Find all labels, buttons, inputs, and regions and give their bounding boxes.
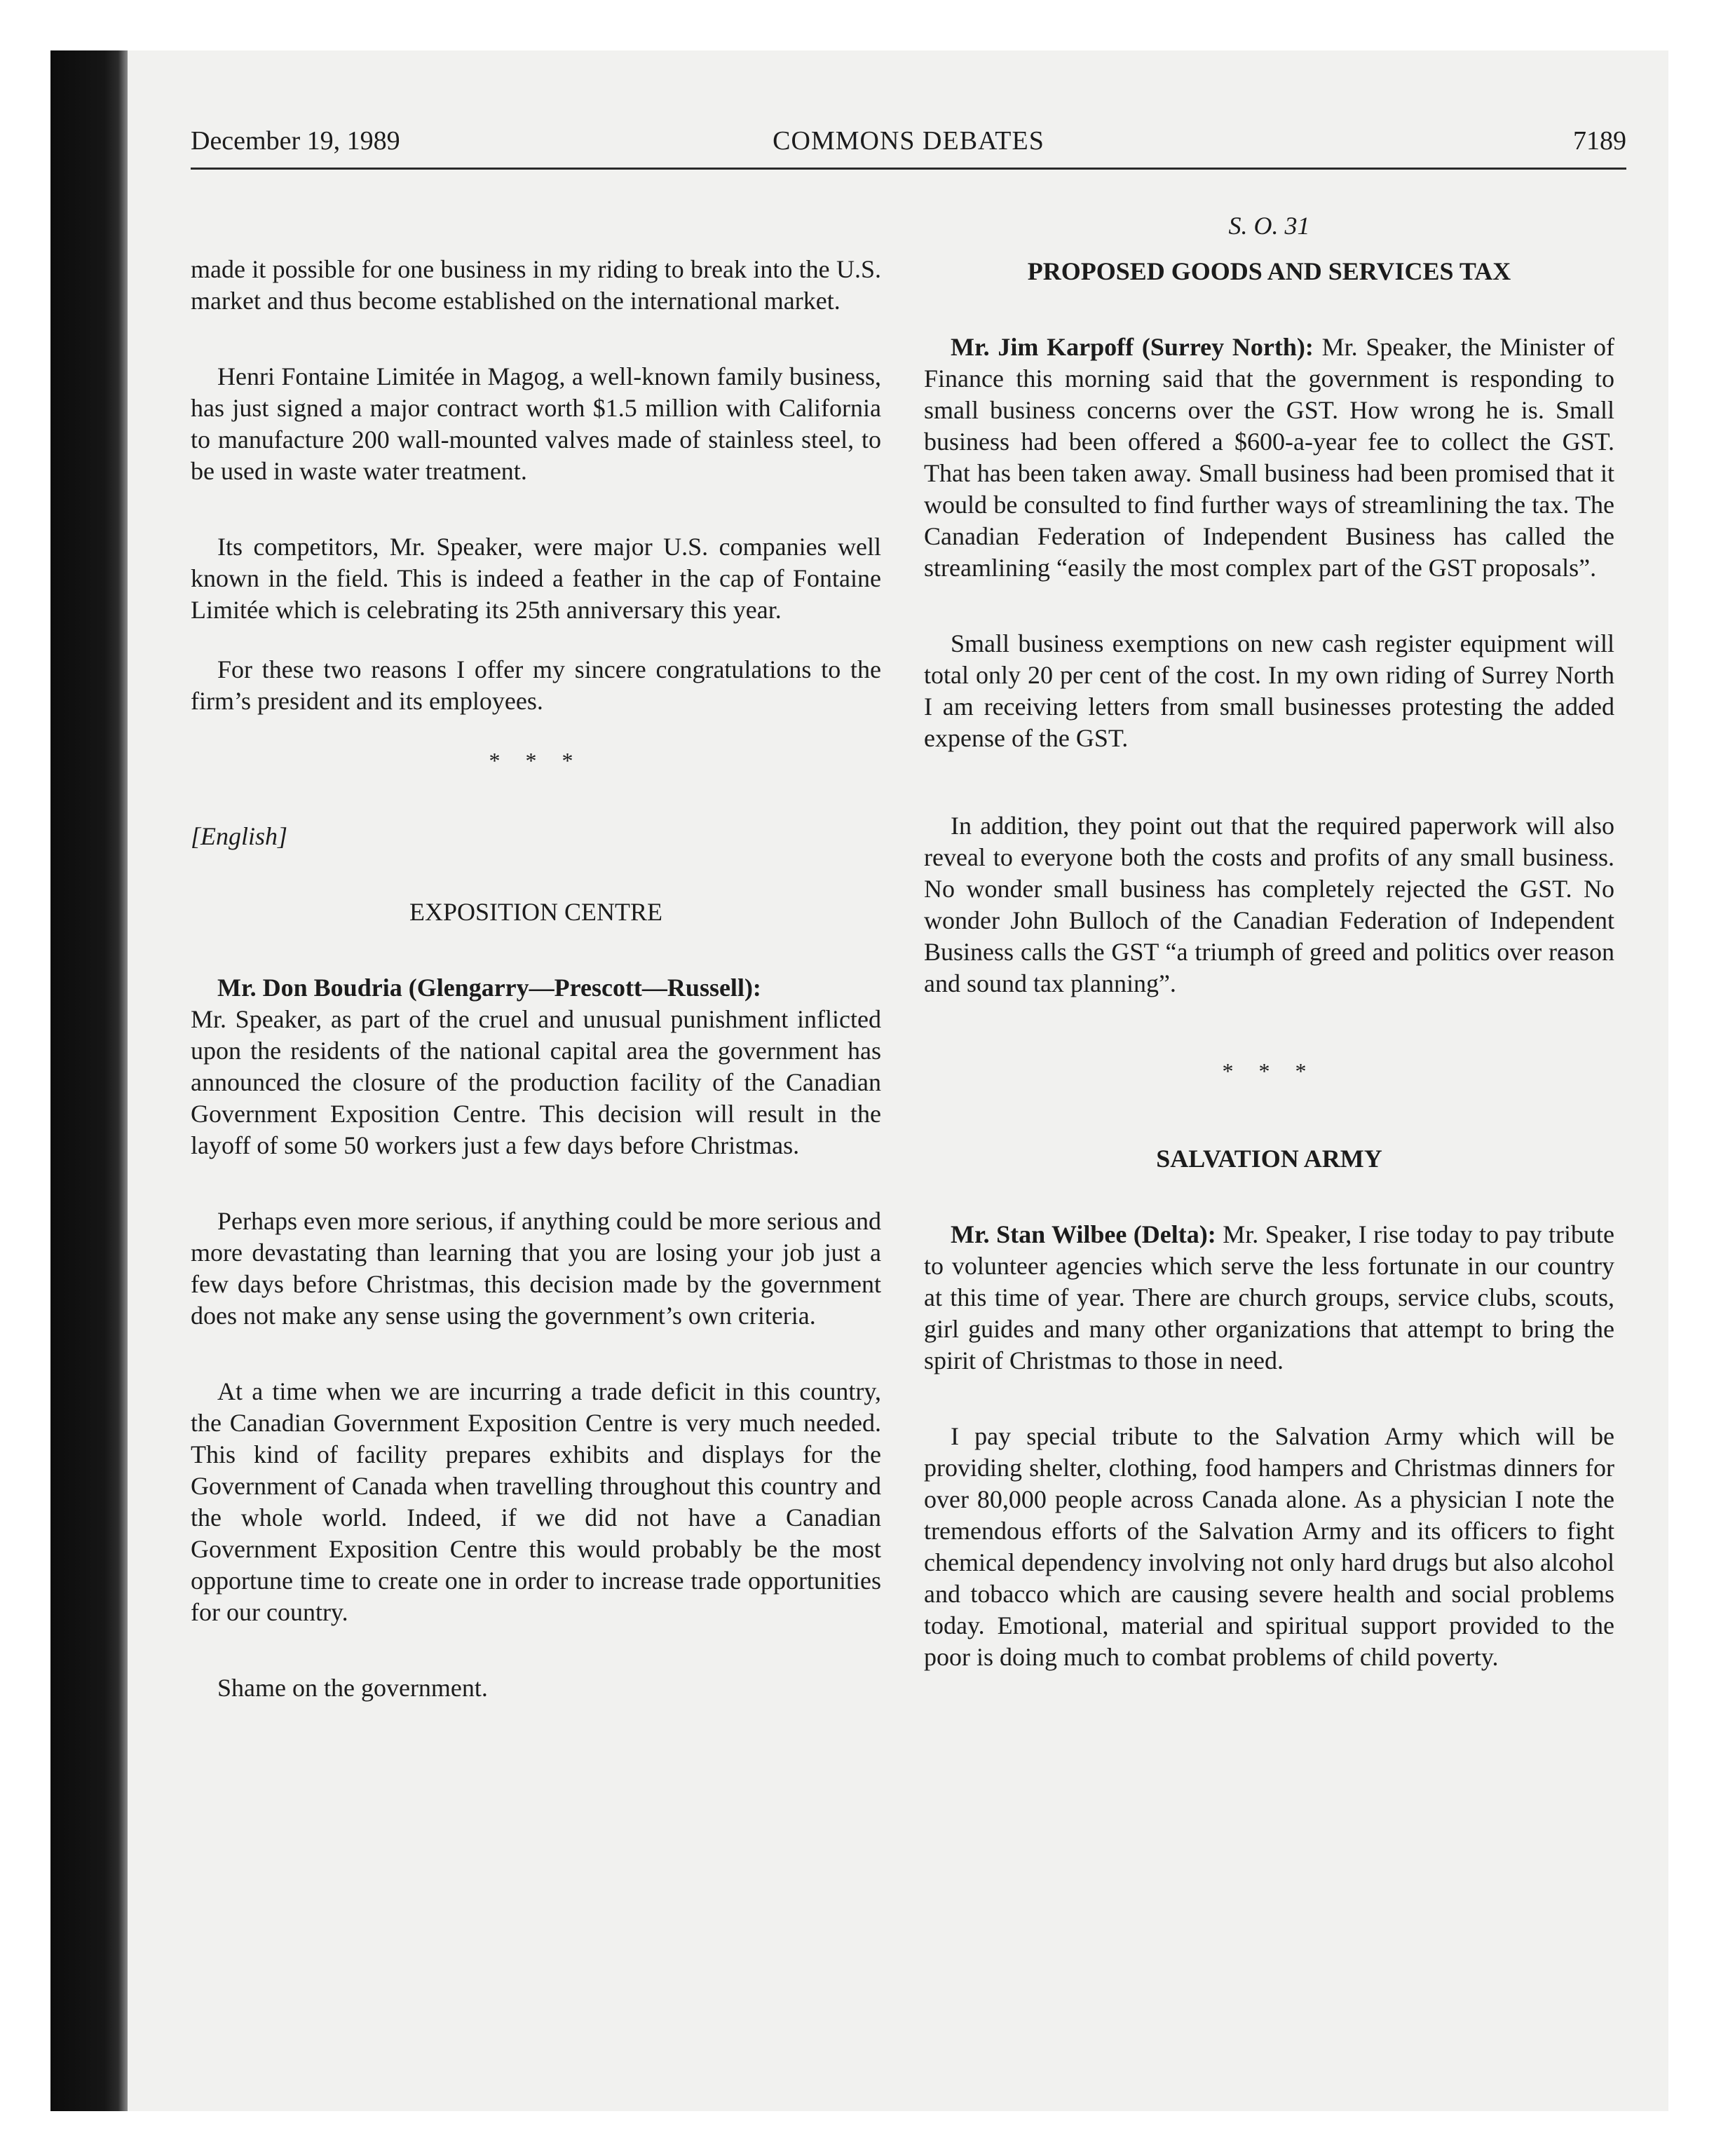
right-column <box>924 210 1614 1673</box>
section-heading: SALVATION ARMY <box>1156 1145 1382 1173</box>
paragraph: Shame on the government. <box>217 1674 488 1702</box>
paragraph: For these two reasons I offer my sincere congratulations to the firm’s president and its employees. <box>191 655 881 715</box>
paragraph: In addition, they point out that the required paperwork will also reveal to everyone both the costs and profits of any small business. No wonder small business has completely rejected the GST. No wonder John Bulloch of the Canadian Federation of Independent Business calls the GST “a triumph of greed and politics over reason and sound tax planning”. <box>924 812 1614 997</box>
paragraph <box>924 1219 1614 1377</box>
paragraph: Henri Fontaine Limitée in Magog, a well-known family business, has just signed a major contract worth $1.5 million with California to manufacture 200 wall-mounted valves made of stainless steel, to be used in waste water treatment. <box>191 362 881 485</box>
paragraph-text: Mr. Speaker, I rise today to pay tribute to volunteer agencies which serve the less fortunate in our country at this time of year. There are church groups, service clubs, scouts, girl guides and many other organizations that attempt to bring the spirit of Christmas to those in need. <box>924 1220 1615 1374</box>
section-heading: PROPOSED GOODS AND SERVICES TAX <box>1027 257 1511 285</box>
paragraph: Small business exemptions on new cash register equipment will total only 20 per cent of the cost. In my own riding of Surrey North I am receiving letters from small businesses protesting the added expense of the GST. <box>924 629 1614 752</box>
speaker-line <box>191 972 881 1004</box>
speaker-name: Mr. Stan Wilbee (Delta): <box>951 1220 1216 1248</box>
page-header <box>191 125 1626 167</box>
language-marker: [English] <box>191 822 288 850</box>
page-number: 7189 <box>1573 126 1626 156</box>
left-column <box>191 254 881 1704</box>
standing-order-label: S. O. 31 <box>1228 212 1310 240</box>
speaker-name: Mr. Don Boudria (Glengarry—Prescott—Russell): <box>217 974 761 1002</box>
paragraph: Its competitors, Mr. Speaker, were major U.S. companies well known in the field. This is indeed a feather in the cap of Fontaine Limitée which is celebrating its 25th anniversary this year. <box>191 533 881 624</box>
header-date: December 19, 1989 <box>191 126 400 156</box>
paragraph: Perhaps even more serious, if anything could be more serious and more devastating than learning that you are losing your job just a few days before Christmas, this decision made by the government does not make any sense using the government’s own criteria. <box>191 1207 881 1330</box>
paragraph <box>924 332 1614 584</box>
paragraph-text: Mr. Speaker, the Minister of Finance this morning said that the government is responding to small business concerns over the GST. How wrong he is. Small business had been offered a $600-a-year fee to collect the GST. That has been taken away. Small business had been promised that it would be consulted to find further ways of streamlining the tax. The Canadian Federation of Independent Business has called the streamlining “easily the most complex part of the GST proposals”. <box>924 333 1614 582</box>
paragraph: I pay special tribute to the Salvation Army which will be providing shelter, clothing, food hampers and Christmas dinners for over 80,000 people across Canada alone. As a physician I note the tremendous efforts of the Salvation Army and its officers to fight chemical dependency involving not only hard drugs but also alcohol and tobacco which are causing severe health and social problems today. Emotional, material and spiritual support provided to the poor is doing much to combat problems of child poverty. <box>924 1422 1614 1671</box>
paragraph: At a time when we are incurring a trade deficit in this country, the Canadian Government Exposition Centre is very much needed. This kind of facility prepares exhibits and displays for the Government of Canada when travelling throughout this country and the whole world. Indeed, if we did not have a Canadian Government Exposition Centre this would probably be the most opportune time to create one in order to increase trade opportunities for our country. <box>191 1377 881 1626</box>
section-separator: * * * <box>1222 1058 1316 1084</box>
header-title: COMMONS DEBATES <box>773 126 1045 156</box>
paragraph: made it possible for one business in my riding to break into the U.S. market and thus become established on the international market. <box>191 255 881 315</box>
speaker-name: Mr. Jim Karpoff (Surrey North): <box>951 333 1314 361</box>
section-heading: EXPOSITION CENTRE <box>409 898 662 926</box>
paragraph: Mr. Speaker, as part of the cruel and unusual punishment inflicted upon the residents of the national capital area the government has announced the closure of the production facility of the Canadian Government Exposition Centre. This decision will result in the layoff of some 50 workers just a few days before Christmas. <box>191 1005 881 1159</box>
header-rule <box>191 168 1626 170</box>
section-separator: * * * <box>489 748 583 773</box>
binding-shadow <box>50 50 128 2111</box>
